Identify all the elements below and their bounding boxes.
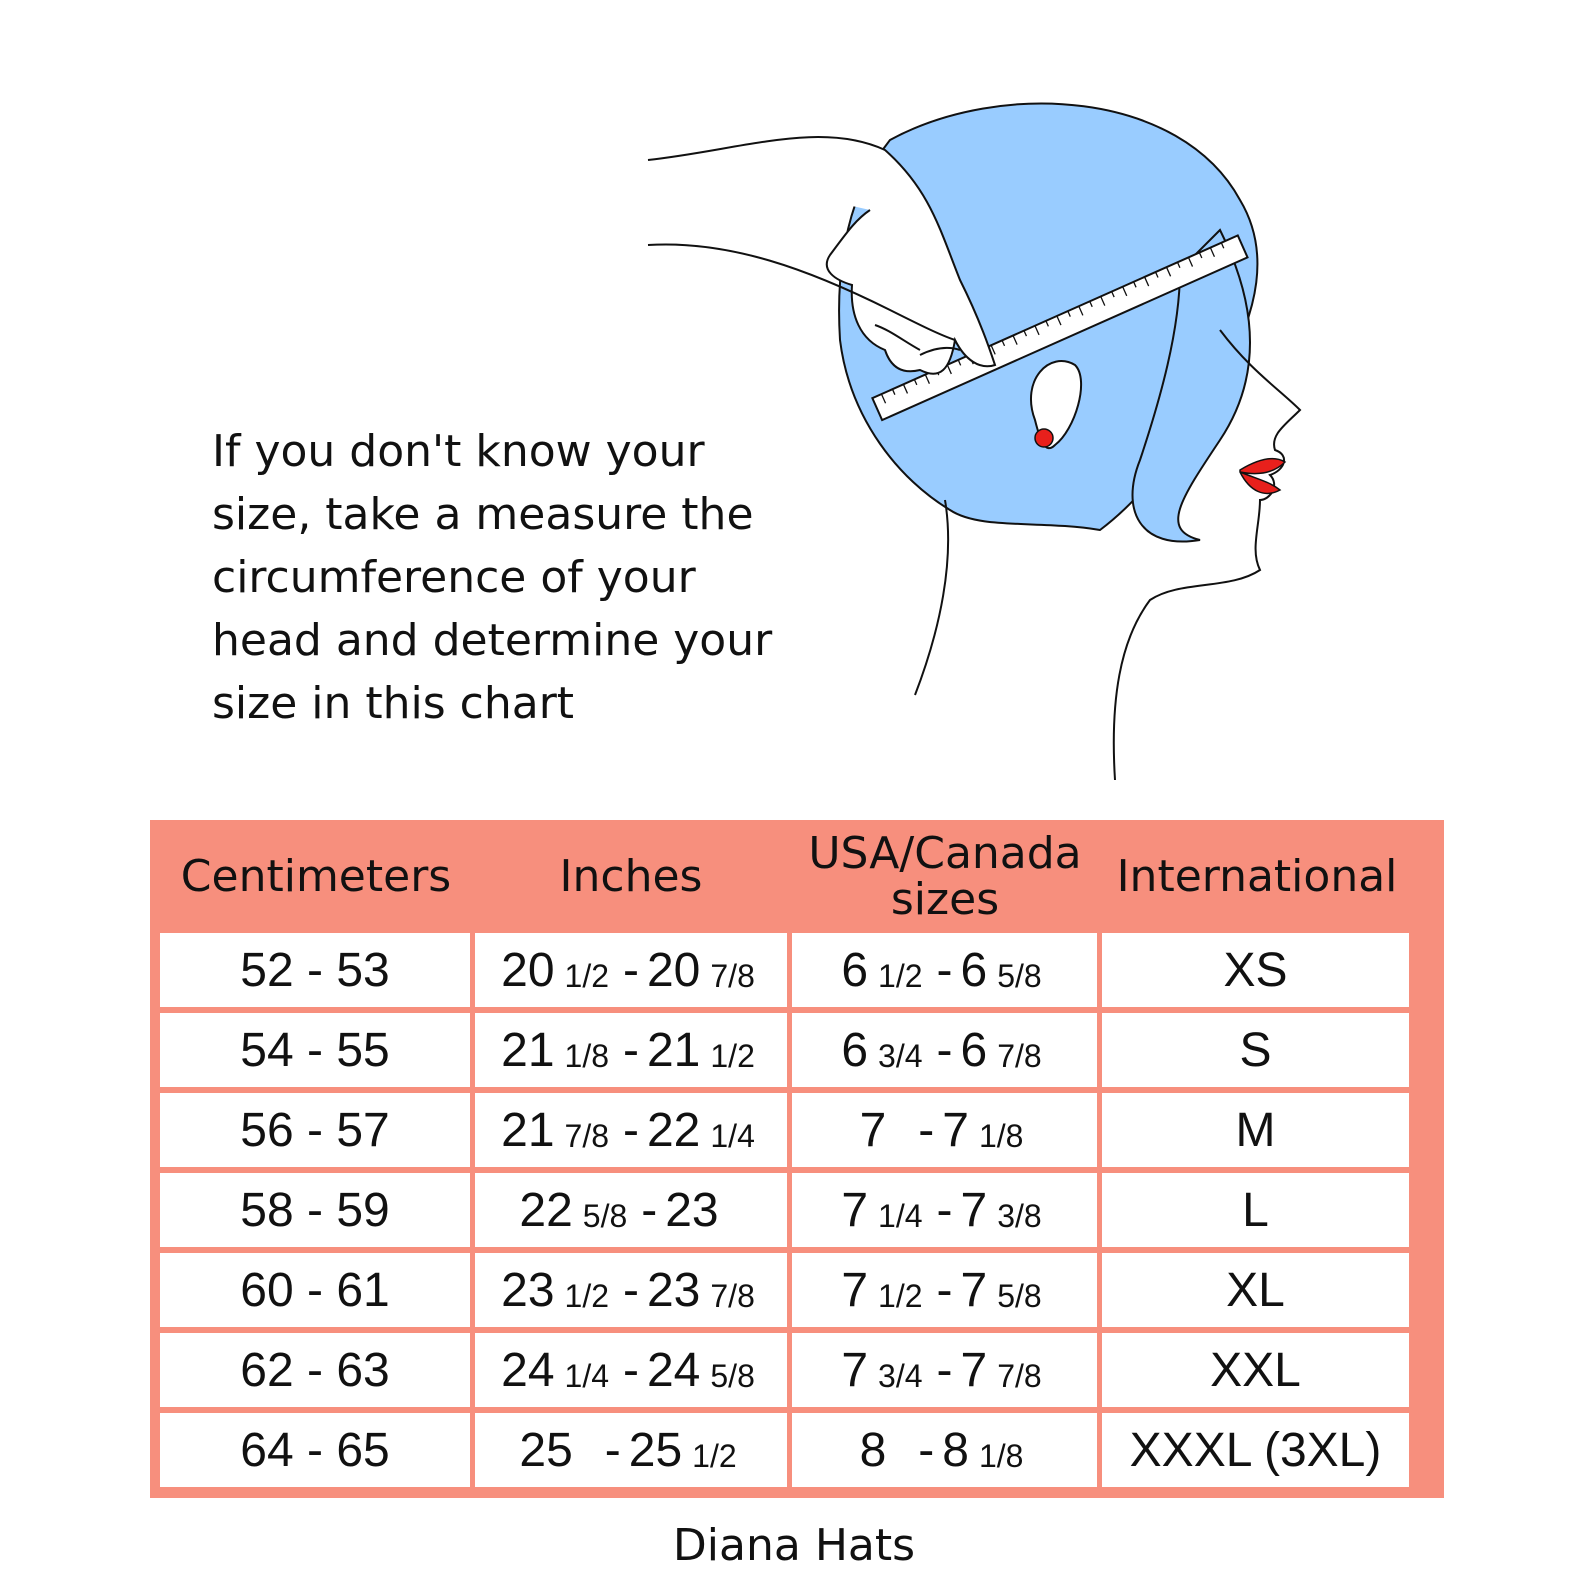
cell-international: XS — [1102, 933, 1409, 1007]
inches-to: 21 — [646, 1023, 701, 1077]
inches-from: 24 — [501, 1343, 555, 1397]
header-inches: Inches — [559, 850, 703, 902]
cell-centimeters: 54 - 55 — [160, 1013, 470, 1087]
us-from: 7 — [841, 1263, 869, 1317]
inches-from: 21 — [501, 1023, 555, 1077]
header-usa-canada-line2: sizes — [890, 873, 1000, 925]
us-to: 6 — [960, 943, 988, 997]
brand-footer: Diana Hats — [672, 1520, 916, 1571]
cell-usa-canada: 6 1/2 - 6 5/8 — [792, 933, 1097, 1007]
cell-centimeters: 64 - 65 — [160, 1413, 470, 1487]
us-from: 7 — [841, 1343, 869, 1397]
table-row — [160, 1013, 1434, 1087]
us-to-fraction: 1/8 — [978, 1437, 1024, 1474]
inches-from-fraction: 1/4 — [564, 1357, 609, 1394]
us-to-fraction: 1/8 — [978, 1117, 1024, 1154]
inches-from: 21 — [501, 1103, 555, 1157]
cell-international: S — [1102, 1013, 1409, 1087]
cell-centimeters: 62 - 63 — [160, 1333, 470, 1407]
intro-line: head and determine your — [212, 615, 773, 666]
intro-line: size, take a measure the — [212, 489, 754, 540]
us-from-fraction: 3/4 — [878, 1037, 923, 1074]
inches-from-fraction: 7/8 — [564, 1117, 609, 1154]
cell-inches: 23 1/2 - 23 7/8 — [475, 1253, 787, 1327]
table-row — [160, 1093, 1434, 1167]
table-row — [160, 1413, 1434, 1487]
cell-international: M — [1102, 1093, 1409, 1167]
us-to: 7 — [960, 1183, 988, 1237]
us-from: 8 — [859, 1423, 887, 1477]
cell-usa-canada: 6 3/4 - 6 7/8 — [792, 1013, 1097, 1087]
us-to: 6 — [960, 1023, 988, 1077]
inches-to-fraction: 7/8 — [710, 1277, 755, 1314]
inches-to: 20 — [646, 943, 701, 997]
inches-from: 23 — [501, 1263, 555, 1317]
inches-from: 22 — [519, 1183, 573, 1237]
inches-to-fraction: 1/4 — [710, 1117, 755, 1154]
cell-inches: 21 7/8 - 22 1/4 — [475, 1093, 787, 1167]
us-to-fraction: 7/8 — [997, 1357, 1042, 1394]
cell-international: XXXL (3XL) — [1102, 1413, 1409, 1487]
cell-inches: 25 - 25 1/2 — [475, 1413, 787, 1487]
us-to-fraction: 5/8 — [997, 1277, 1042, 1314]
us-to: 7 — [942, 1103, 969, 1157]
cell-centimeters: 60 - 61 — [160, 1253, 470, 1327]
inches-to: 23 — [646, 1263, 701, 1317]
us-from-fraction: 1/2 — [878, 957, 923, 994]
inches-to: 23 — [665, 1183, 719, 1237]
us-to: 7 — [960, 1343, 988, 1397]
table-header-row — [160, 820, 1434, 933]
header-centimeters: Centimeters — [180, 850, 452, 902]
cell-usa-canada: 7 1/2 - 7 5/8 — [792, 1253, 1097, 1327]
inches-from-fraction: 1/2 — [564, 957, 609, 994]
size-chart-table — [150, 820, 1444, 1498]
cell-usa-canada: 7 3/4 - 7 7/8 — [792, 1333, 1097, 1407]
inches-from-fraction: 5/8 — [582, 1197, 628, 1234]
us-from: 6 — [841, 943, 869, 997]
us-to-fraction: 5/8 — [997, 957, 1042, 994]
table-row — [160, 1173, 1434, 1247]
header-international: International — [1116, 850, 1398, 902]
inches-to-fraction: 7/8 — [710, 957, 755, 994]
intro-line: size in this chart — [212, 678, 575, 729]
cell-international: L — [1102, 1173, 1409, 1247]
inches-to: 25 — [628, 1423, 683, 1477]
intro-text — [212, 420, 792, 735]
cell-international: XXL — [1102, 1333, 1409, 1407]
us-to: 7 — [960, 1263, 988, 1317]
intro-line: If you don't know your — [212, 426, 705, 477]
cell-centimeters: 52 - 53 — [160, 933, 470, 1007]
us-from-fraction: 1/4 — [878, 1197, 923, 1234]
us-to-fraction: 7/8 — [997, 1037, 1042, 1074]
header-usa-canada — [790, 827, 1100, 925]
us-to: 8 — [942, 1423, 969, 1477]
cell-inches: 21 1/8 - 21 1/2 — [475, 1013, 787, 1087]
us-from: 6 — [841, 1023, 869, 1077]
inches-to-fraction: 1/2 — [692, 1437, 737, 1474]
inches-from: 20 — [501, 943, 555, 997]
header-usa-canada-line1: USA/Canada — [808, 827, 1082, 879]
cell-centimeters: 56 - 57 — [160, 1093, 470, 1167]
cell-inches: 20 1/2 - 20 7/8 — [475, 933, 787, 1007]
cell-inches: 24 1/4 - 24 5/8 — [475, 1333, 787, 1407]
cell-international: XL — [1102, 1253, 1409, 1327]
inches-to: 24 — [646, 1343, 701, 1397]
us-to-fraction: 3/8 — [997, 1197, 1042, 1234]
inches-from-fraction: 1/2 — [564, 1277, 609, 1314]
us-from-fraction: 1/2 — [878, 1277, 923, 1314]
inches-to-fraction: 5/8 — [710, 1357, 755, 1394]
intro-line: circumference of your — [212, 552, 696, 603]
us-from: 7 — [859, 1103, 887, 1157]
us-from: 7 — [841, 1183, 869, 1237]
us-from-fraction: 3/4 — [878, 1357, 923, 1394]
cell-usa-canada: 7 - 7 1/8 — [792, 1093, 1097, 1167]
table-row — [160, 1333, 1434, 1407]
table-row — [160, 933, 1434, 1007]
cell-usa-canada: 7 1/4 - 7 3/8 — [792, 1173, 1097, 1247]
table-row — [160, 1253, 1434, 1327]
cell-centimeters: 58 - 59 — [160, 1173, 470, 1247]
cell-usa-canada: 8 - 8 1/8 — [792, 1413, 1097, 1487]
table-body — [160, 933, 1434, 1487]
cell-inches: 22 5/8 - 23 — [475, 1173, 787, 1247]
inches-to: 22 — [646, 1103, 701, 1157]
inches-from-fraction: 1/8 — [564, 1037, 609, 1074]
inches-to-fraction: 1/2 — [710, 1037, 755, 1074]
inches-from: 25 — [519, 1423, 573, 1477]
